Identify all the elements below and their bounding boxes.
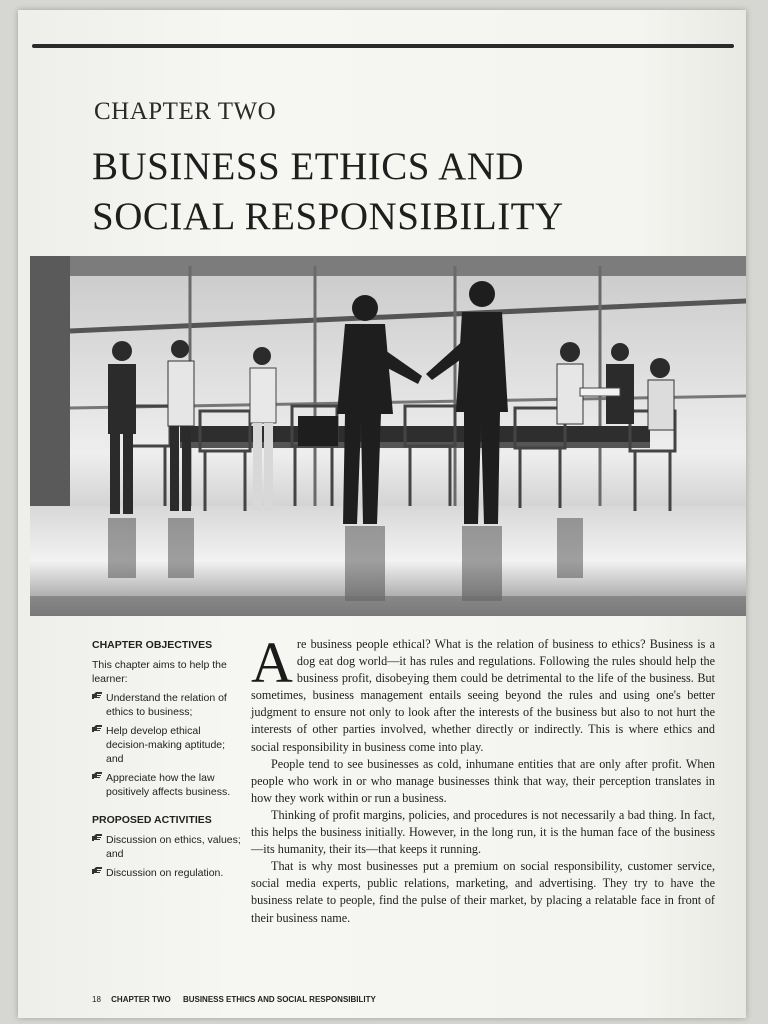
list-item [92, 866, 242, 880]
objectives-list [92, 691, 242, 799]
chapter-title [92, 142, 564, 242]
objective-text: Help develop ethical decision-making aptitude; and [106, 725, 226, 765]
chapter-label: CHAPTER TWO [94, 98, 277, 125]
objective-text: Understand the relation of ethics to business; [106, 692, 227, 718]
pointing-hand-icon [92, 692, 103, 700]
paragraph-2: People tend to see businesses as cold, inhumane entities that are only after profit. When people who work in or who manage businesses think that way, their perception translates in how they work within or run a business. [251, 756, 715, 805]
objectives-heading: CHAPTER OBJECTIVES [92, 639, 213, 651]
pointing-hand-icon [92, 725, 103, 733]
activity-text: Discussion on regulation. [106, 867, 224, 879]
pointing-hand-icon [92, 772, 103, 780]
top-rule [32, 44, 734, 48]
paragraph-3: Thinking of profit margins, policies, and procedures is not necessarily a bad thing. In fact, this helps the business initially. However, in the long run, it is the human face of the business—its humanity, their its—that keeps it running. [251, 807, 715, 857]
activities-heading: PROPOSED ACTIVITIES [92, 814, 212, 826]
chapter-sidebar [92, 638, 242, 894]
list-item [92, 691, 242, 719]
list-item [92, 833, 242, 861]
pointing-hand-icon [92, 834, 103, 842]
footer-running-title: BUSINESS ETHICS AND SOCIAL RESPONSIBILITY [182, 995, 376, 1004]
paragraph-4: That is why most businesses put a premium on social responsibility, customer service, social media experts, public relations, marketing, and advertising. They try to have the business relate to people, find the pulse of their market, by placing a relatable face in front of their business name. [251, 859, 715, 925]
boardroom-handshake-photo [30, 256, 746, 616]
paragraph-1 [251, 630, 715, 756]
activities-list [92, 833, 242, 880]
list-item [92, 724, 242, 766]
body-text [251, 630, 715, 927]
objective-text: Appreciate how the law positively affects business. [106, 772, 231, 798]
activity-text: Discussion on ethics, values; and [106, 834, 241, 860]
title-line-1: BUSINESS ETHICS AND [92, 145, 525, 188]
page-footer [92, 995, 376, 1004]
drop-cap: A [251, 630, 293, 695]
book-page [18, 10, 746, 1018]
paragraph-1-text: re business people ethical? What is the relation of business to ethics? Business is a dog eat dog world—it has rules and regulations. Following the rules should help the business profit, disobeying them could be detrimental to the life of the business. But sometimes, business management entails seeing beyond the rules and using one's better judgment to ensure not only to look after the interests of the business but also to not hurt the interests of other parties involved, whether directly or indirectly. This is where ethics and social responsibility in business come into play. [251, 637, 715, 754]
objectives-intro: This chapter aims to help the learner: [92, 659, 227, 685]
page-number: 18 [92, 995, 101, 1004]
list-item [92, 771, 242, 799]
footer-chapter: CHAPTER TWO [111, 995, 171, 1004]
title-line-2: SOCIAL RESPONSIBILITY [92, 195, 564, 238]
pointing-hand-icon [92, 867, 103, 875]
